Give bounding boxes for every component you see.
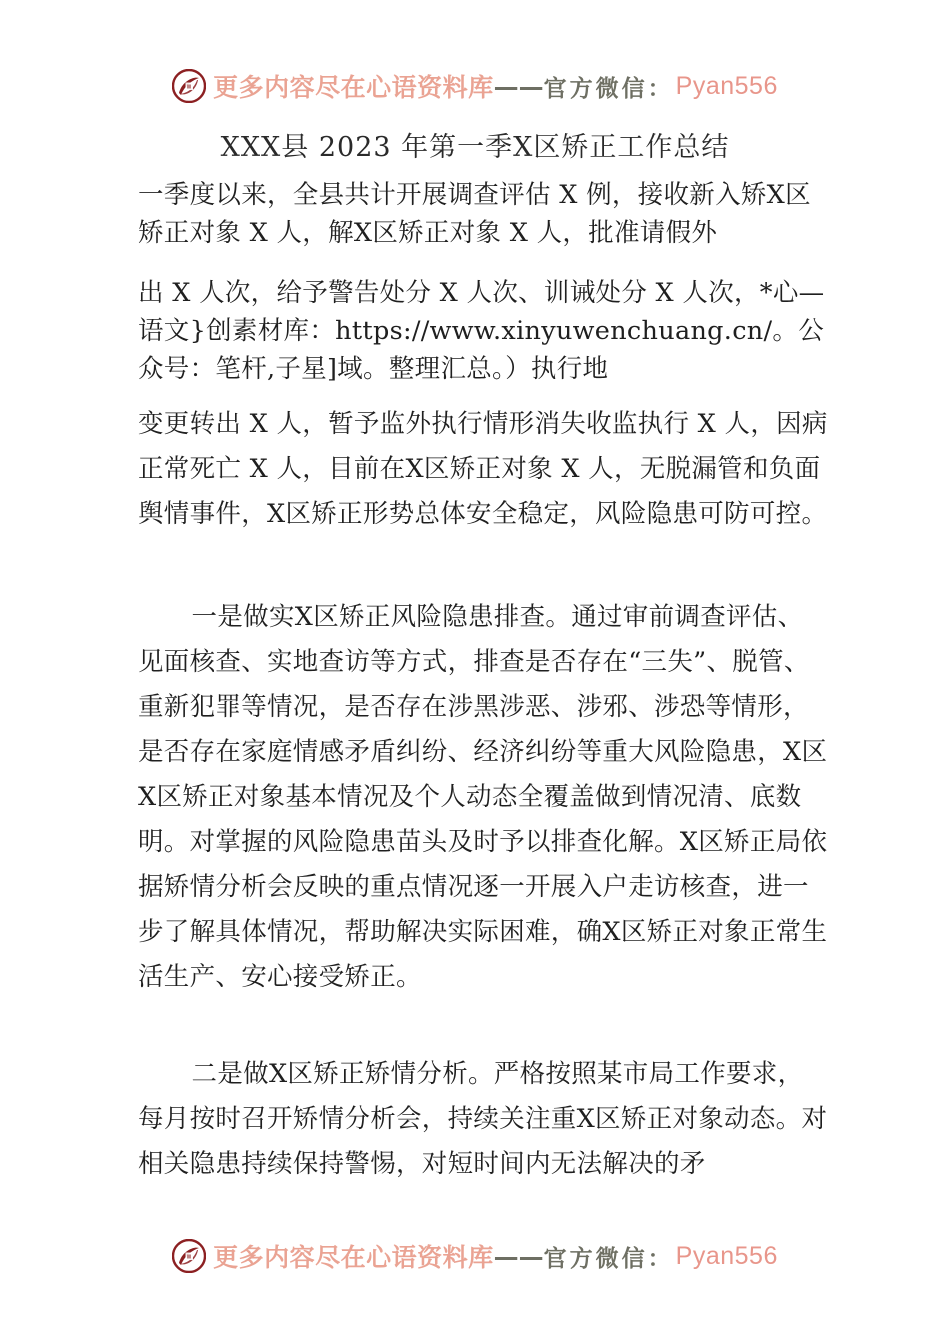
banner-dash: —— [493,1241,544,1271]
paragraph-gap [138,537,828,595]
paragraph-gap [138,252,828,274]
banner-wechat-label: 官方微信： [543,74,674,102]
circular-emblem-icon [172,1239,206,1273]
paragraph-gap [138,1000,828,1052]
banner-main-text: 更多内容尽在心语资料库 [213,73,494,102]
paragraph-intro-b: 出 X 人次，给予警告处分 X 人次、训诫处分 X 人次，*心—语文}创素材库：https://www.xinyuwenchuang.cn/。公众号：笔杆,子星]域。整理汇总。）执行地 [138,278,825,384]
banner-wechat-id: Pyan556 [675,71,778,100]
paragraph-point-one [138,595,828,1000]
watermark-banner-bottom [0,1238,950,1274]
circular-emblem-icon [172,69,206,103]
paragraph-gap [138,388,828,402]
banner-dash: —— [493,71,544,101]
paragraph-point-one-text: 一是做实X区矫正风险隐患排查。通过审前调查评估、见面核查、实地查访等方式，排查是否存在“三失”、脱管、重新犯罪等情况，是否存在涉黑涉恶、涉邪、涉恐等情形， 是否存在家庭情感矛盾纠纷、经济纠纷等重大风险隐患，X区X区矫正对象基本情况及个人动态全覆盖做到情况清、底数明。对掌握的风险隐患苗头及时予以排查化解。X区矫正局依据矫情分析会反映的重点情况逐一开展入户走访核查，进一步了解具体情况，帮助解决实际困难，确X区矫正对象正常生活生产、安心接受矫正。 [138,602,828,992]
banner-main-text: 更多内容尽在心语资料库 [213,1243,494,1272]
paragraph-point-two [138,1052,828,1187]
banner-wechat-id: Pyan556 [675,1241,778,1270]
paragraph-intro-a: 一季度以来，全县共计开展调查评估 X 例，接收新入矫X区矫正对象 X 人，解X区矫正对象 X 人，批准请假外 [138,180,811,248]
banner-wechat-label: 官方微信： [543,1244,674,1272]
paragraph-point-two-text: 二是做X区矫正矫情分析。严格按照某市局工作要求，每月按时召开矫情分析会，持续关注重X区矫正对象动态。对相关隐患持续保持警惕，对短时间内无法解决的矛 [138,1059,828,1179]
document-body [138,176,828,1187]
page-title: XXX县 2023 年第一季X区矫正工作总结 [220,132,730,163]
paragraph-intro-c: 变更转出 X 人，暂予监外执行情形消失收监执行 X 人，因病正常死亡 X 人，目前在X区矫正对象 X 人，无脱漏管和负面舆情事件，X区矫正形势总体安全稳定，风险隐患可防可控。 [138,409,828,529]
watermark-banner-top [0,68,950,104]
